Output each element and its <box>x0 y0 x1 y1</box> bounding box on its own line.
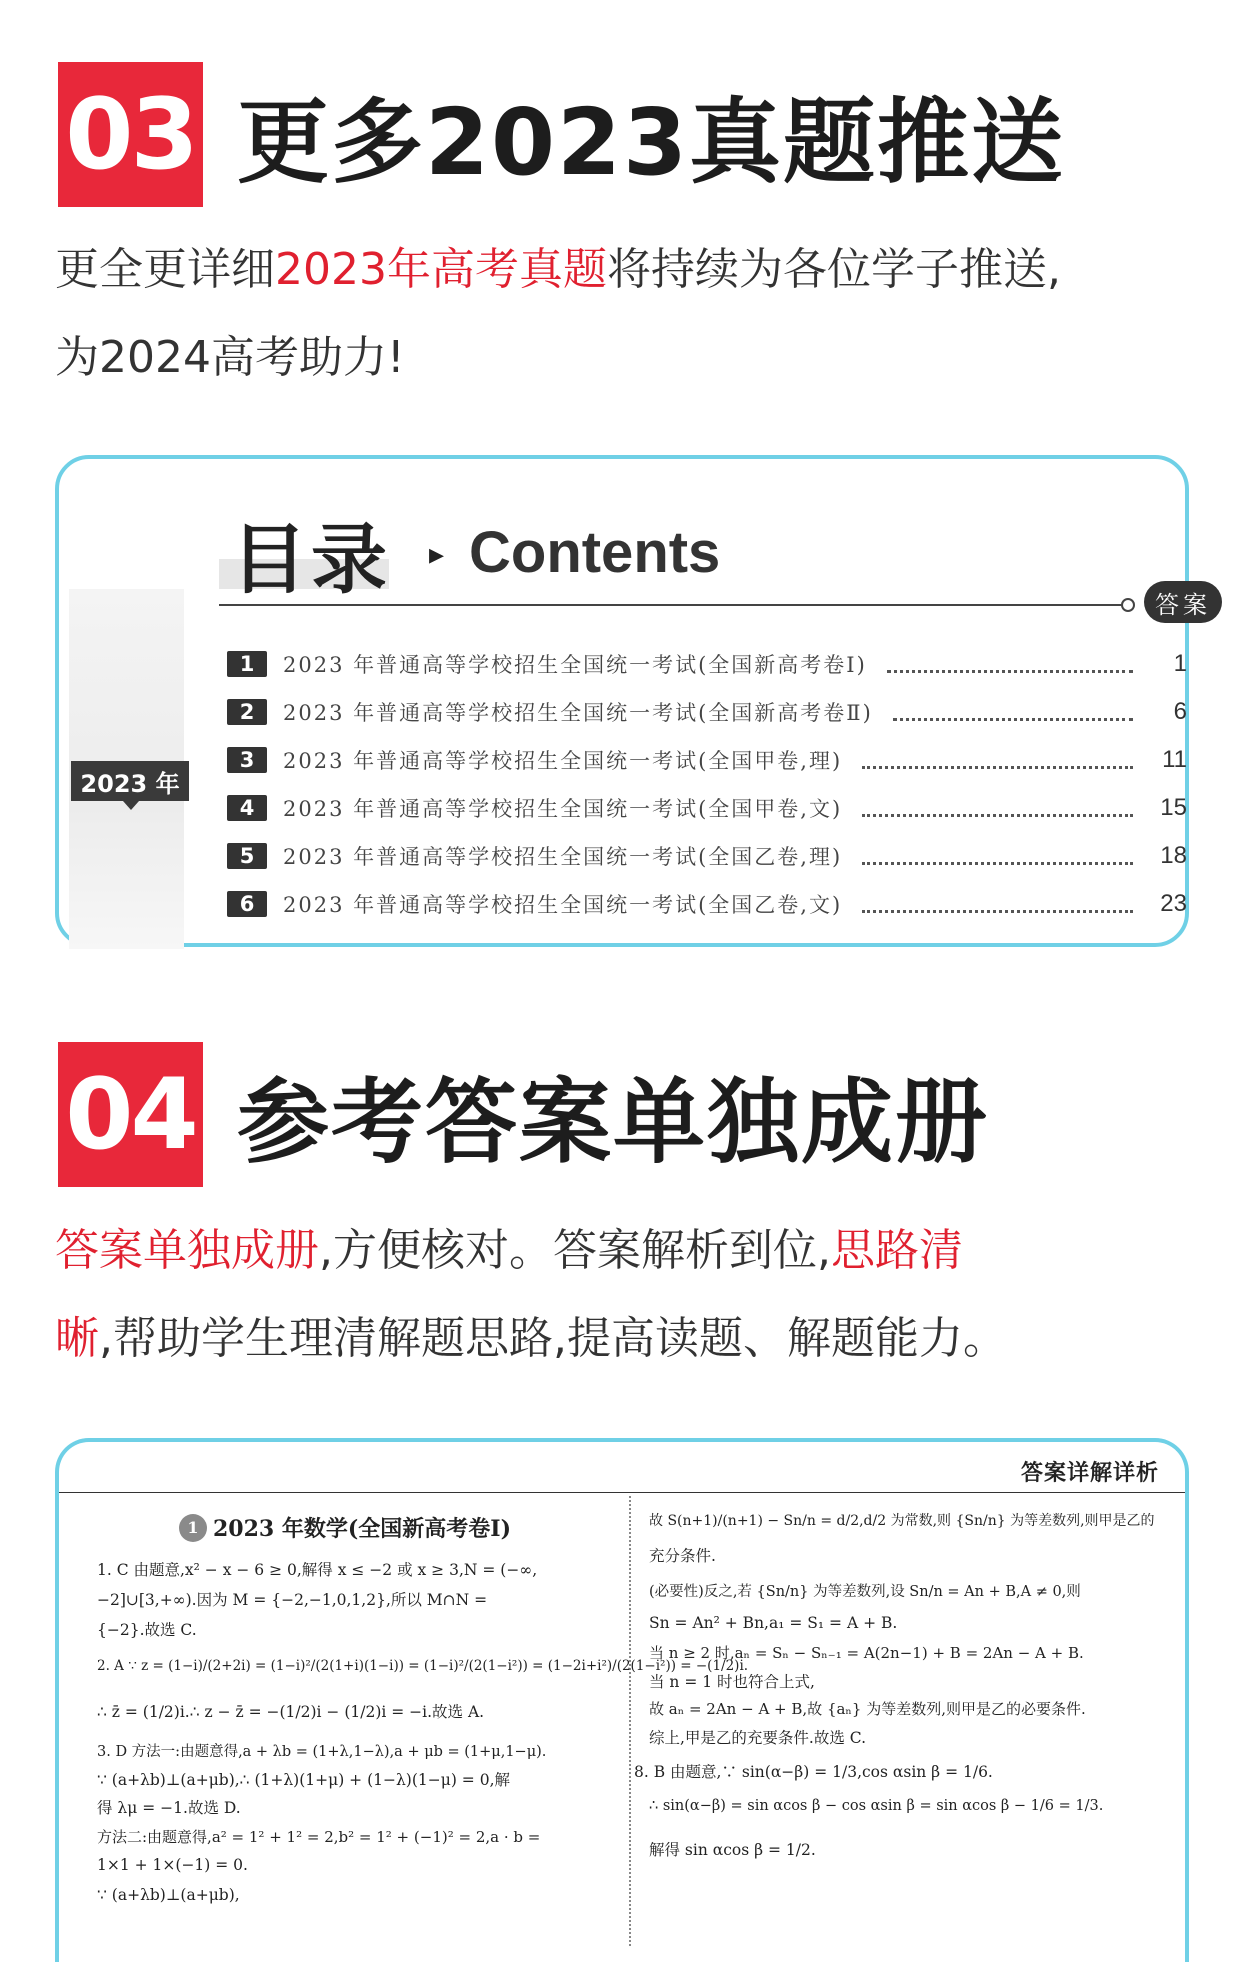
toc-row-page: 15 <box>1160 794 1187 821</box>
answer-line: 得 λμ = −1.故选 D. <box>97 1799 241 1817</box>
answer-line: Sn = An² + Bn,a₁ = S₁ = A + B. <box>649 1614 898 1632</box>
answer-line: 故 S(n+1)/(n+1) − Sn/n = d/2,d/2 为常数,则 {Sn/n} 为等差数列,则甲是乙的 <box>649 1513 1155 1529</box>
divider-end-dot <box>1121 598 1135 612</box>
answer-tag: 答案 <box>1144 581 1222 623</box>
para-part: 更全更详细 <box>55 244 275 295</box>
paper-title-text: 2023 年数学(全国新高考卷Ⅰ) <box>213 1516 511 1542</box>
toc-row-text: 2023 年普通高等学校招生全国统一考试(全国甲卷,理) <box>283 749 843 773</box>
answer-line: 3. D 方法一:由题意得,a + λb = (1+λ,1−λ),a + μb = (1+μ,1−μ). <box>97 1744 547 1760</box>
answer-line: 当 n ≥ 2 时,aₙ = Sₙ − Sₙ₋₁ = A(2n−1) + B = 2An − A + B. <box>649 1644 1084 1662</box>
answer-line: ∴ sin(α−β) = sin αcos β − cos αsin β = sin αcos β − 1/6 = 1/3. <box>649 1798 1104 1814</box>
toc-row-number: 1 <box>227 651 267 677</box>
answer-line: 方法二:由题意得,a² = 1² + 1² = 2,b² = 1² + (−1)² = 2,a · b = <box>97 1828 541 1846</box>
answer-line: 综上,甲是乙的充要条件.故选 C. <box>649 1729 867 1747</box>
paper-title <box>179 1512 511 1543</box>
para-part: ,帮助学生理清解题思路,提高读题、解题能力。 <box>99 1313 1007 1364</box>
answer-line: (必要性)反之,若 {Sn/n} 为等差数列,设 Sn/n = An + B,A ≠ 0,则 <box>649 1584 1081 1600</box>
para-part: 为2024高考助力! <box>55 332 405 383</box>
leader-dots <box>862 800 1133 817</box>
section-4-header <box>58 1042 989 1187</box>
paper-badge: 1 <box>179 1514 207 1542</box>
toc-divider <box>219 604 1124 606</box>
toc-row[interactable] <box>227 793 1227 823</box>
toc-row-number: 3 <box>227 747 267 773</box>
answer-line: 充分条件. <box>649 1547 716 1565</box>
toc-row[interactable] <box>227 649 1227 679</box>
section-4-title: 参考答案单独成册 <box>237 1068 990 1176</box>
para-highlight: 答案单独成册 <box>55 1225 319 1276</box>
section-3-paragraph <box>55 226 1061 402</box>
answer-line: 解得 sin αcos β = 1/2. <box>649 1841 816 1859</box>
answer-line: {−2}.故选 C. <box>97 1621 197 1639</box>
toc-title-en: Contents <box>469 520 721 585</box>
header-rule <box>59 1492 1185 1493</box>
para-part: 将持续为各位学子推送, <box>606 244 1061 295</box>
toc-row-page: 18 <box>1160 842 1187 869</box>
toc-row-page: 1 <box>1173 650 1187 677</box>
answer-line: 故 aₙ = 2An − A + B,故 {aₙ} 为等差数列,则甲是乙的必要条件. <box>649 1700 1086 1718</box>
toc-row[interactable] <box>227 889 1227 919</box>
toc-row-text: 2023 年普通高等学校招生全国统一考试(全国新高考卷Ⅰ) <box>283 653 867 677</box>
section-4-paragraph <box>55 1207 1007 1383</box>
toc-row[interactable] <box>227 745 1227 775</box>
leader-dots <box>862 848 1133 865</box>
leader-dots <box>862 896 1133 913</box>
section-3-number: 03 <box>58 62 203 207</box>
answer-page-header: 答案详解详析 <box>1020 1460 1159 1486</box>
answer-line: −2]∪[3,+∞).因为 M = {−2,−1,0,1,2},所以 M∩N = <box>97 1591 488 1609</box>
section-3-header <box>58 62 1065 207</box>
toc-row-text: 2023 年普通高等学校招生全国统一考试(全国甲卷,文) <box>283 797 843 821</box>
para-part: ,方便核对。答案解析到位, <box>319 1225 831 1276</box>
toc-row-text: 2023 年普通高等学校招生全国统一考试(全国乙卷,文) <box>283 893 843 917</box>
section-3-title: 更多2023真题推送 <box>237 88 1066 196</box>
answer-line: ∴ z̄ = (1/2)i.∴ z − z̄ = −(1/2)i − (1/2)i = −i.故选 A. <box>97 1703 485 1721</box>
answer-page-card <box>55 1438 1189 1962</box>
year-tag-pointer <box>123 801 139 810</box>
toc-row-page: 6 <box>1173 698 1187 725</box>
toc-row-number: 2 <box>227 699 267 725</box>
column-divider <box>629 1496 631 1946</box>
para-highlight: 2023年高考真题 <box>275 244 607 295</box>
toc-card <box>55 455 1211 947</box>
toc-row-page: 23 <box>1160 890 1187 917</box>
toc-row-number: 5 <box>227 843 267 869</box>
toc-title-cn: 目录 <box>231 515 391 604</box>
toc-row-text: 2023 年普通高等学校招生全国统一考试(全国新高考卷Ⅱ) <box>283 701 873 725</box>
toc-row-number: 4 <box>227 795 267 821</box>
answer-line: ∵ (a+λb)⊥(a+μb),∴ (1+λ)(1+μ) + (1−λ)(1−μ) = 0,解 <box>97 1771 511 1789</box>
year-tag: 2023 年 <box>71 761 189 801</box>
toc-row-number: 6 <box>227 891 267 917</box>
leader-dots <box>862 752 1133 769</box>
para-highlight: 晰 <box>55 1313 99 1364</box>
toc-row-text: 2023 年普通高等学校招生全国统一考试(全国乙卷,理) <box>283 845 843 869</box>
answer-line: 2. A ∵ z = (1−i)/(2+2i) = (1−i)²/(2(1+i)(1−i)) = (1−i)²/(2(1−i²)) = (1−2i+i²)/(2(1−i²)) = −(1/2)i. <box>97 1658 749 1674</box>
answer-line: 1. C 由题意,x² − x − 6 ≥ 0,解得 x ≤ −2 或 x ≥ 3,N = (−∞, <box>97 1561 538 1579</box>
toc-row[interactable] <box>227 841 1227 871</box>
leader-dots <box>887 656 1133 673</box>
answer-line: 8. B 由题意,∵ sin(α−β) = 1/3,cos αsin β = 1/6. <box>634 1763 993 1781</box>
answer-line: 当 n = 1 时也符合上式, <box>649 1673 815 1691</box>
toc-row[interactable] <box>227 697 1227 727</box>
answer-line: ∵ (a+λb)⊥(a+μb), <box>97 1886 240 1904</box>
arrow-icon: ▸ <box>429 537 445 572</box>
answer-line: 1×1 + 1×(−1) = 0. <box>97 1856 248 1874</box>
section-4-number: 04 <box>58 1042 203 1187</box>
leader-dots <box>893 704 1133 721</box>
para-highlight: 思路清 <box>830 1225 963 1276</box>
toc-row-page: 11 <box>1162 746 1187 773</box>
